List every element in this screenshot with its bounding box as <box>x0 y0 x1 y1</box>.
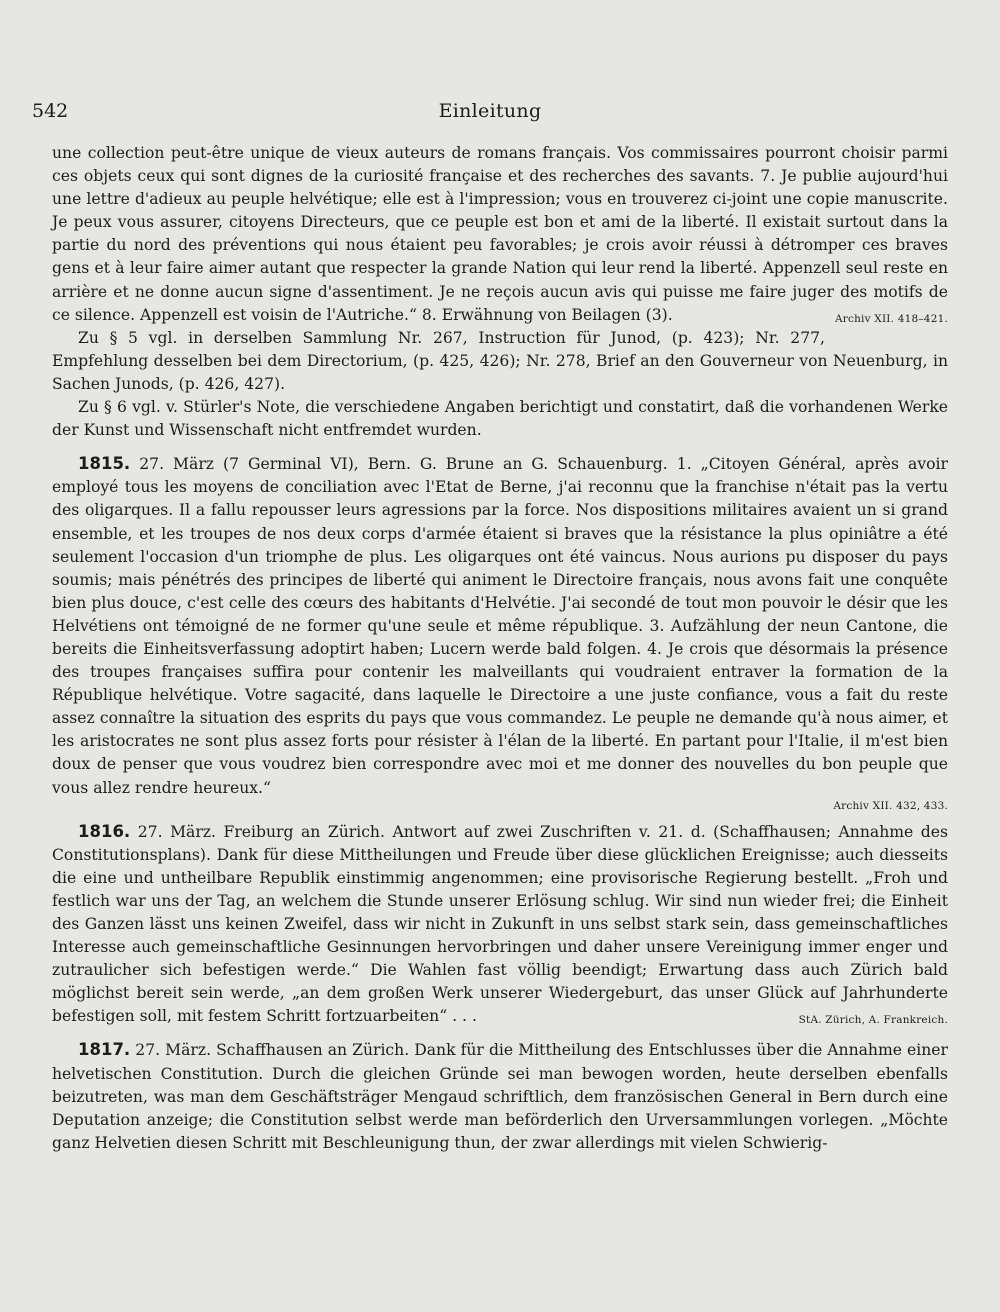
entry-text: 27. März (7 Germinal VI), Bern. G. Brune an G. Schauenburg. 1. „Citoyen Général, après avoir employé tous les moyens de conciliation avec l'Etat de Berne, j'ai reconnu que la franchise n'était pas la vertu des oligarques. Il a fallu repousser leurs agressions par la force. Nos dispositions militaires avaient un si grand ensemble, et les troupes de nos deux corps d'armée étaient si braves que la résistance la plus opiniâtre a été seulement l'occasion d'un triomphe de plus. Les oligarques ont été vaincus. Nous aurions pu disposer du pays soumis; mais pénétrés des principes de liberté qui animent le Directoire français, nous avons fait une conquête bien plus douce, c'est celle des cœurs des habitants d'Helvétie. J'ai secondé de tout mon pouvoir le désir que les Helvétiens ont témoigné de ne former qu'une seule et même république. 3. Aufzählung der neun Cantone, die bereits die Einheitsverfassung adoptirt haben; Lucern werde bald folgen. 4. Je crois que désormais la présence des troupes françaises suffira pour contenir les malveillants qui voudraient entraver la formation de la République helvétique. Votre sagacité, dans laquelle le Directoire a une juste confiance, vous a fait du reste assez connaître la situation des esprits du pays que vous commandez. Le peuple ne demande qu'à nous aimer, et les aristocrates ne sont plus assez forts pour résister à l'élan de la liberté. En partant pour l'Italie, il m'est bien doux de penser que vous voudrez bien correspondre avec moi et me donner des nouvelles du bon peuple que vous allez rendre heureux.“ <box>52 455 948 797</box>
page-body <box>52 142 948 1155</box>
entry-1816 <box>52 820 948 1029</box>
source-reference: Archiv XII. 418–421. <box>835 312 948 325</box>
paragraph-text: une collection peut-être unique de vieux auteurs de romans français. Vos commissaires pourront choisir parmi ces objets ceux qui sont dignes de la curiosité française et des recherches des savants. 7. Je publie aujourd'hui une lettre d'adieux au peuple helvétique; elle est à l'impression; vous en trouverez ci-joint une copie manuscrite. Je peux vous assurer, citoyens Directeurs, que ce peuple est bon et ami de la liberté. Il existait surtout dans la partie du nord des préventions qui nous étaient peu favorables; je crois avoir réussi à détromper ces braves gens et à leur faire aimer autant que respecter la grande Nation qui leur rend la liberté. Appenzell seul reste en arrière et ne donne aucun signe d'assentiment. Je ne reçois aucun avis qui puisse me faire juger des motifs de ce silence. Appenzell est voisin de l'Autriche.“ 8. Erwähnung von Beilagen (3). <box>52 144 948 324</box>
entry-text: 27. März. Freiburg an Zürich. Antwort auf zwei Zuschriften v. 21. d. (Schaffhausen; Annahme des Constitutionsplans). Dank für diese Mittheilungen und Freude über diese glücklichen Ereignisse; auch diesseits die eine und untheilbare Republik einstimmig angenommen; eine provisorische Regierung bestellt. „Froh und festlich war uns der Tag, an welchem die Stunde unserer Erlösung schlug. Wir sind nun wieder frei; die Einheit des Ganzen lässt uns keinen Zweifel, dass wir nicht in Zukunft in uns selbst stark sein, dass gemeinschaftliches Interesse auch gemeinschaftliche Gesinnungen hervorbringen und daher unsere Vereinigung immer enger und zutraulicher sich befestigen werde.“ Die Wahlen fast völlig beendigt; Erwartung dass auch Zürich bald möglichst bereit sein werde, „an dem großen Werk unserer Wiedergeburt, das unser Glück auf Jahrhunderte befestigen soll, mit festem Schritt fortzuarbeiten“ . . . <box>52 822 948 1026</box>
running-title: Einleitung <box>438 100 542 122</box>
paragraph-continuation <box>52 142 948 327</box>
paragraph-note-6 <box>52 396 948 442</box>
source-reference: Archiv XII. 432, 433. <box>833 799 948 812</box>
entry-number: 1817. <box>78 1040 131 1060</box>
source-reference: StA. Zürich, A. Frankreich. <box>798 1014 948 1027</box>
paragraph-text: Zu § 5 vgl. in derselben Sammlung Nr. 267, Instruction für Junod, (p. 423); Nr. 277, Empfehlung desselben bei dem Directorium, (p. 425, 426); Nr. 278, Brief an den Gouverneur von Neuenburg, in Sachen Junods, (p. 426, 427). <box>52 328 948 393</box>
entry-1815 <box>52 452 948 799</box>
page-header <box>32 100 948 130</box>
paragraph-text: Zu § 6 vgl. v. Stürler's Note, die verschiedene Angaben berichtigt und constatirt, daß die vorhandenen Werke der Kunst und Wissenschaft nicht entfremdet wurden. <box>52 398 948 440</box>
page-number: 542 <box>32 100 69 122</box>
paragraph-note-5 <box>52 327 948 396</box>
entry-number: 1816. <box>78 821 131 841</box>
entry-text: 27. März. Schaffhausen an Zürich. Dank für die Mittheilung des Entschlusses über die Annahme einer helvetischen Constitution. Durch die gleichen Gründe sei man bewogen worden, heute derselben ebenfalls beizutreten, was man dem Geschäftsträger Mengaud schriftlich, dem französischen General in Bern durch eine Deputation anzeige; die Constitution selbst werde man beförderlich den Urversammlungen vorlegen. „Möchte ganz Helvetien diesen Schritt mit Beschleunigung thun, der zwar allerdings mit vielen Schwierig- <box>52 1041 948 1152</box>
entry-number: 1815. <box>78 454 131 474</box>
entry-1817 <box>52 1038 948 1154</box>
